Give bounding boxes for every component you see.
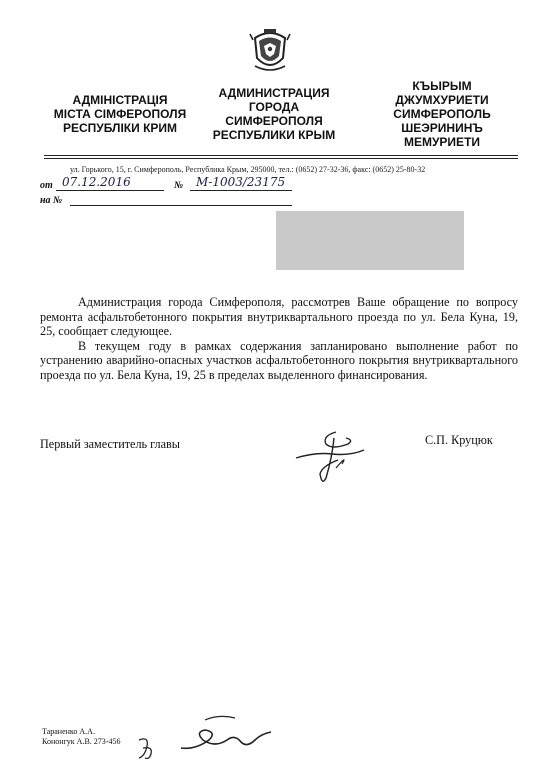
header-right-line-5: МЕМУРИЕТИ — [403, 135, 481, 149]
address-line: ул. Горького, 15, г. Симферополь, Республика Крым, 295000, тел.: (0652) 27-32-36, факс: (0652) 25-80-32 — [70, 165, 426, 174]
date-underline — [56, 190, 164, 191]
header-right-line-1: КЪЫРЫМ — [412, 79, 472, 93]
header-right-line-4: ШЕЭРИНИНЪ — [401, 121, 483, 135]
header-left-line-1: АДМІНІСТРАЦІЯ — [72, 93, 168, 107]
header-center-line-1: АДМИНИСТРАЦИЯ — [218, 86, 330, 100]
header-russian — [196, 86, 352, 142]
handwritten-date: 07.12.2016 — [62, 175, 131, 189]
to-number-underline — [70, 205, 292, 206]
header-center-line-3: СИМФЕРОПОЛЯ — [225, 114, 323, 128]
header-right-line-2: ДЖУМХУРИЕТИ — [395, 93, 489, 107]
header-right-line-3: СИМФЕРОПОЛЬ — [393, 107, 491, 121]
header-crimean-tatar — [372, 79, 512, 149]
from-label: от — [40, 180, 53, 191]
footer-handwritten-signature — [175, 710, 275, 754]
letter-body — [40, 295, 518, 383]
redacted-recipient-block — [276, 211, 464, 270]
signatory-name: С.П. Круцюк — [425, 433, 493, 447]
executor-2: Кононгук А.В. 273-456 — [42, 737, 121, 746]
header-divider-bottom — [44, 158, 518, 159]
to-number-label: на № — [40, 195, 63, 206]
header-center-line-4: РЕСПУБЛИКИ КРЫМ — [212, 128, 336, 142]
header-left-line-2: МІСТА СІМФЕРОПОЛЯ — [53, 107, 187, 121]
header-left-line-3: РЕСПУБЛІКИ КРИМ — [62, 121, 178, 135]
executors-block — [42, 727, 120, 747]
handwritten-number: M-1003/23175 — [196, 175, 286, 189]
number-underline — [190, 190, 292, 191]
handwritten-signature — [292, 424, 372, 490]
header-divider-top — [44, 155, 518, 156]
coat-of-arms-emblem — [249, 26, 291, 76]
number-label: № — [174, 180, 184, 191]
header-center-line-2: ГОРОДА — [248, 100, 300, 114]
initials-scribble — [135, 734, 157, 762]
body-paragraph-1: Администрация города Симферополя, рассмотрев Ваше обращение по вопросу ремонта асфальтобетонного покрытия внутриквартального проезда по ул. Бела Куна, 19, 25, сообщает следующее. — [40, 295, 518, 339]
executor-1: Тараненко А.А. — [42, 727, 95, 736]
header-ukrainian — [40, 93, 200, 135]
signatory-position: Первый заместитель главы — [40, 437, 180, 451]
body-paragraph-2: В текущем году в рамках содержания запланировано выполнение работ по устранению аварийно-опасных участков асфальтобетонного покрытия внутриквартального проезда по ул. Бела Куна, 19, 25 в пределах выделенного финансирования. — [40, 338, 518, 382]
